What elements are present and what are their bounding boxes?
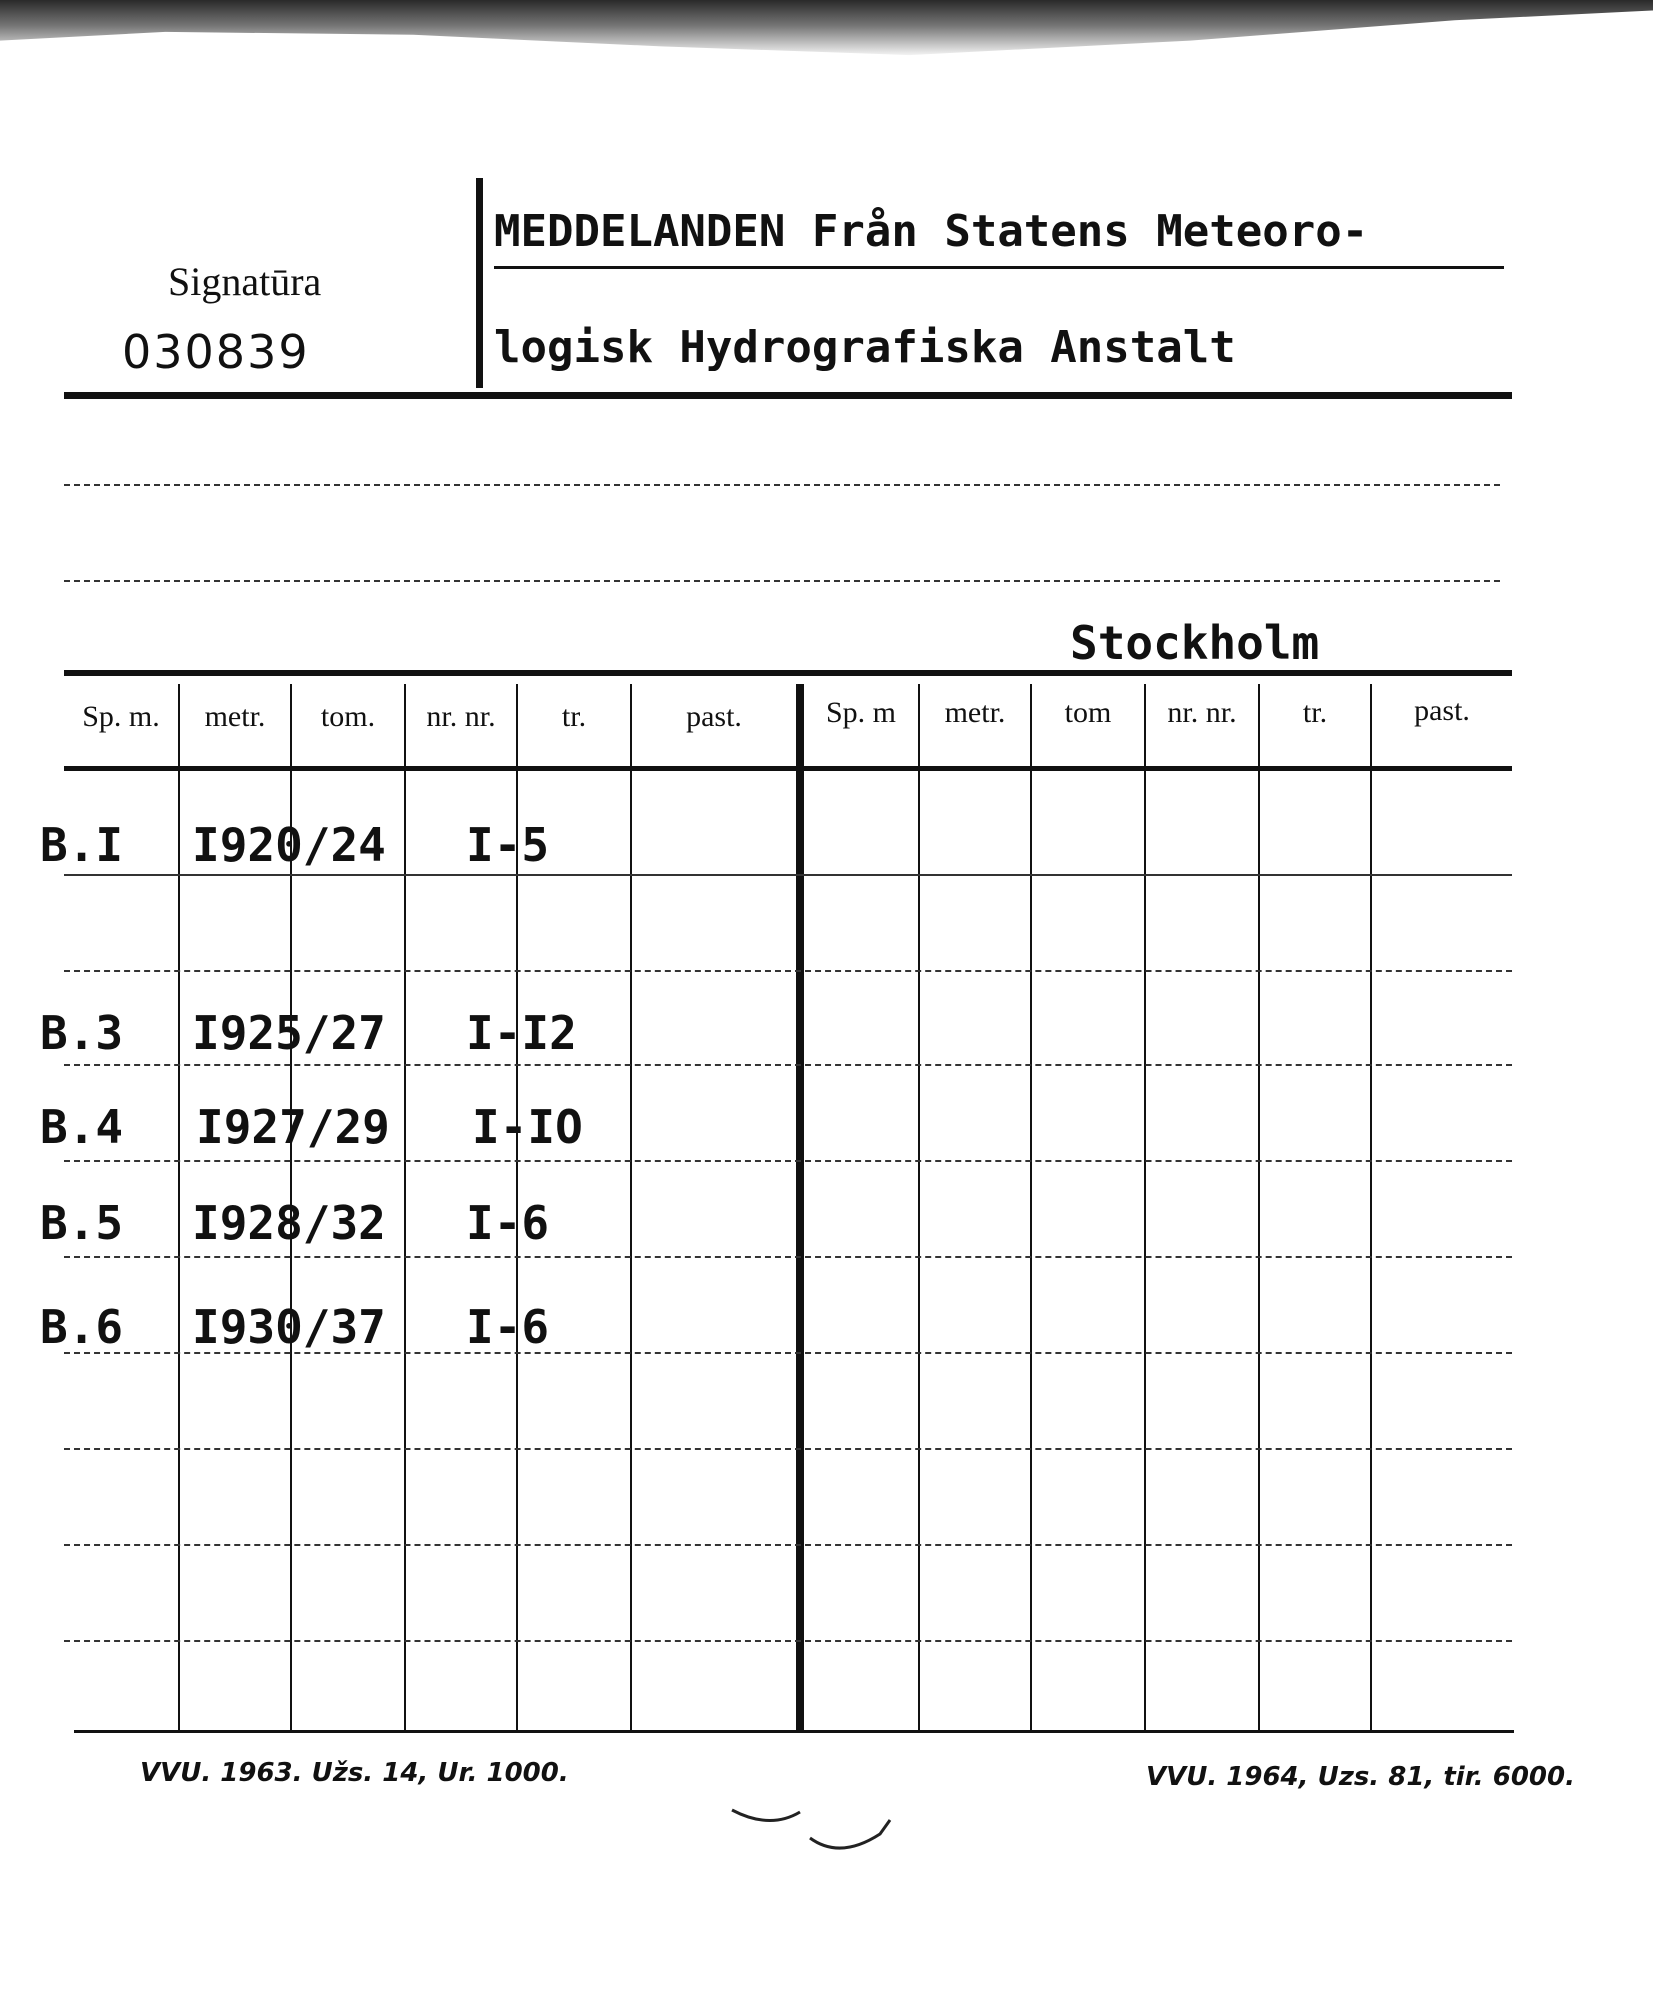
row-line [64,970,1512,972]
row-line [64,1640,1512,1642]
col-line [1258,684,1260,1730]
header-tr-left: tr. [561,700,587,733]
footer-left-note: VVU. 1963. Užs. 14, Ur. 1000. [140,1758,569,1788]
row-line [64,1448,1512,1450]
row-line [64,1256,1512,1258]
col-line [918,684,920,1730]
row-6-nr: I-6 [466,1300,550,1354]
title-underline [494,266,1504,269]
header-nrnr-left: nr. nr. [426,700,496,733]
header-tom-left: tom. [320,700,376,733]
col-line [178,684,180,1730]
header-tom-right: tom [1064,696,1112,729]
col-line [1370,684,1372,1730]
col-line [630,684,632,1730]
row-1-sp: B.I [40,818,124,872]
header-metr-left: metr. [204,700,266,733]
header-divider [476,178,483,388]
row-3-nr: I-I2 [466,1006,577,1060]
row-line [64,1544,1512,1546]
table-header-rule [64,766,1512,771]
row-4-year: I927/29 [196,1100,390,1154]
header-metr-right: metr. [944,696,1006,729]
row-5-sp: B.5 [40,1196,124,1250]
table-top-rule [64,670,1512,676]
row-1-year: I920/24 [192,818,386,872]
header-sp-m-left: Sp. m. [82,700,160,733]
row-line [64,1064,1512,1066]
table-center-divider [796,684,804,1732]
signature-number: 030839 [122,325,310,379]
table-bottom-rule [74,1730,1514,1733]
row-6-sp: B.6 [40,1300,124,1354]
row-5-nr: I-6 [466,1196,550,1250]
torn-top-edge [0,0,1653,58]
row-4-sp: B.4 [40,1100,124,1154]
footer-right-note: VVU. 1964, Uzs. 81, tir. 6000. [1146,1762,1575,1792]
row-3-sp: B.3 [40,1006,124,1060]
pencil-mark [730,1790,900,1870]
signature-label: Signatūra [168,259,322,304]
row-6-year: I930/37 [192,1300,386,1354]
place-name: Stockholm [1070,616,1320,670]
header-bottom-rule [64,392,1512,399]
header-tr-right: tr. [1302,696,1328,729]
row-4-nr: I-IO [472,1100,583,1154]
row-line [64,874,1512,876]
col-line [404,684,406,1730]
header-sp-m-right: Sp. m [825,696,897,729]
title-line-1: MEDDELANDEN Från Statens Meteoro- [494,206,1369,257]
row-5-year: I928/32 [192,1196,386,1250]
blank-line-2 [64,580,1500,582]
row-line [64,1160,1512,1162]
row-1-nr: I-5 [466,818,550,872]
row-3-year: I925/27 [192,1006,386,1060]
header-past-left: past. [686,700,742,733]
header-past-right: past. [1414,694,1470,727]
col-line [1144,684,1146,1730]
col-line [1030,684,1032,1730]
title-line-2: logisk Hydrografiska Anstalt [494,322,1236,373]
header-nrnr-right: nr. nr. [1167,696,1237,729]
blank-line-1 [64,484,1500,486]
